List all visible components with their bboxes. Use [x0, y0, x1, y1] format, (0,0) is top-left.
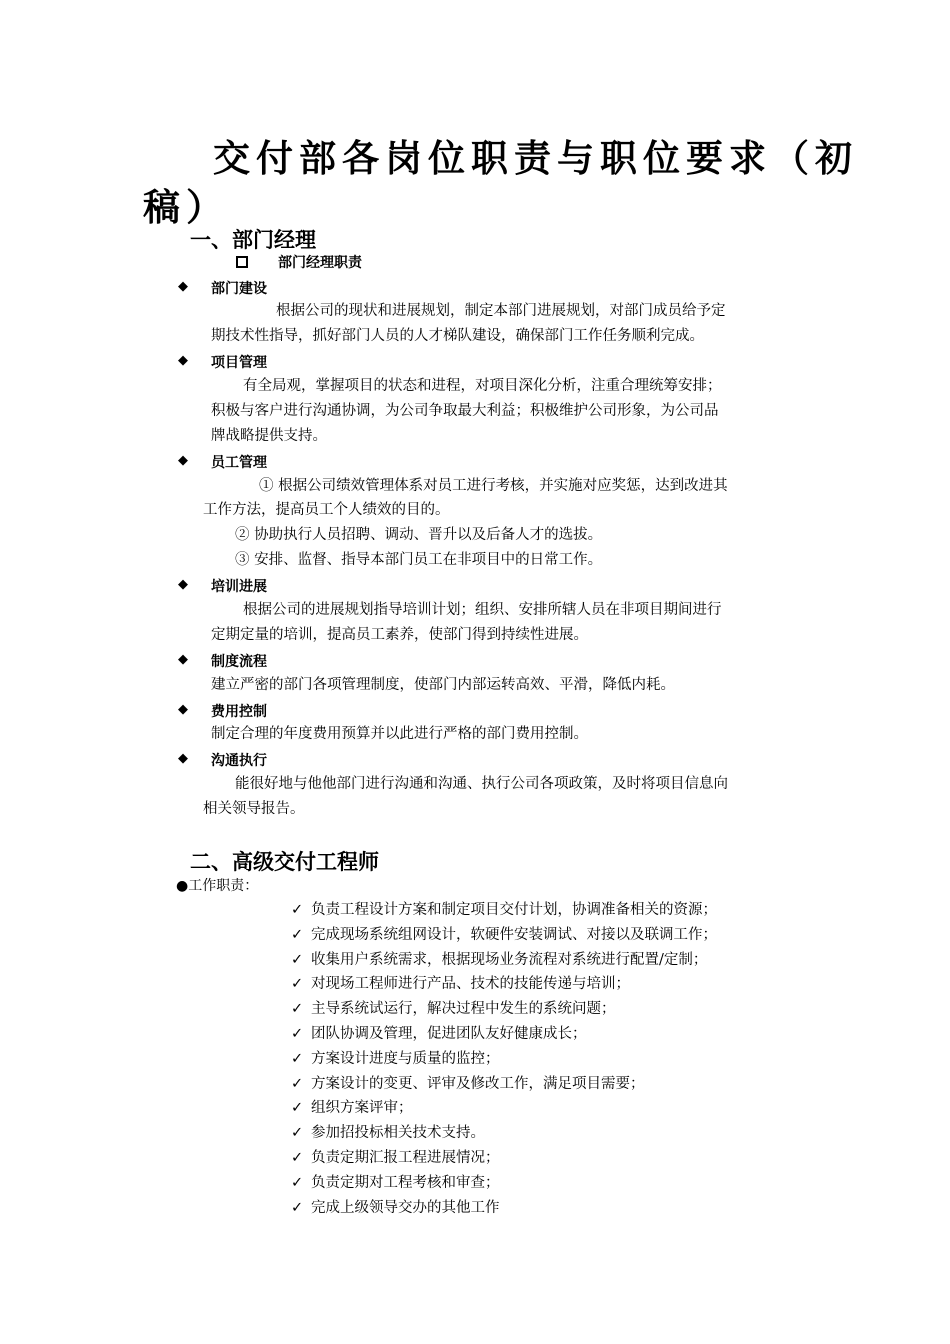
- item-text-line: 定期定量的培训，提高员工素养，使部门得到持续性进展。: [211, 627, 588, 643]
- checkmark-icon: ✓: [291, 1001, 304, 1018]
- duty-item: [291, 948, 707, 969]
- item-text-line: 根据公司的现状和进展规划，制定本部门进展规划，对部门成员给予定: [276, 303, 726, 319]
- checkmark-icon: ✓: [291, 976, 304, 993]
- duty-text: 负责定期对工程考核和审查；: [311, 1174, 500, 1191]
- item-label-process: 制度流程: [211, 654, 267, 670]
- duty-item: [291, 1022, 587, 1043]
- duty-text: 方案设计的变更、评审及修改工作，满足项目需要；: [311, 1075, 645, 1092]
- duty-text: 收集用户系统需求，根据现场业务流程对系统进行配置/定制；: [311, 951, 708, 968]
- duty-item: [291, 1121, 485, 1142]
- item-label-staff-mgmt: 员工管理: [211, 455, 267, 471]
- duty-text: 主导系统试运行，解决过程中发生的系统问题；: [311, 1001, 616, 1018]
- duty-text: 团队协调及管理，促进团队友好健康成长；: [311, 1026, 587, 1042]
- checkmark-icon: ✓: [291, 1174, 304, 1191]
- diamond-bullet-icon: ◆: [178, 702, 188, 717]
- item-text-line: ③ 安排、监督、指导本部门员工在非项目中的日常工作。: [235, 552, 603, 568]
- duty-text: 对现场工程师进行产品、技术的技能传递与培训；: [311, 976, 630, 993]
- diamond-bullet-icon: ◆: [178, 453, 188, 468]
- checkmark-icon: ✓: [291, 1026, 304, 1042]
- item-text-line: 期技术性指导，抓好部门人员的人才梯队建设，确保部门工作任务顺利完成。: [211, 328, 704, 344]
- checkmark-icon: ✓: [291, 951, 304, 968]
- duty-text: 组织方案评审；: [311, 1100, 413, 1117]
- item-label-training: 培训进展: [211, 579, 267, 595]
- duty-text: 方案设计进度与质量的监控；: [311, 1050, 500, 1067]
- item-label-project-mgmt: 项目管理: [211, 355, 267, 371]
- duty-text: 完成现场系统组网设计，软硬件安装调试、对接以及联调工作；: [311, 926, 717, 943]
- duty-item: [291, 1196, 500, 1217]
- item-text-line: 有全局观，掌握项目的状态和进程，对项目深化分析，注重合理统筹安排；: [243, 378, 722, 394]
- duty-item: [291, 997, 616, 1018]
- duty-text: 负责定期汇报工程进展情况；: [311, 1150, 500, 1166]
- section2-heading: 二、高级交付工程师: [190, 850, 379, 874]
- duty-text: 完成上级领导交办的其他工作: [311, 1199, 500, 1216]
- section1-heading: 一、部门经理: [190, 228, 316, 252]
- duty-item: [291, 1146, 500, 1167]
- duty-item: [291, 1171, 500, 1192]
- diamond-bullet-icon: ◆: [178, 751, 188, 766]
- item-label-communication: 沟通执行: [211, 753, 267, 769]
- duty-item: [291, 923, 717, 944]
- checkmark-icon: ✓: [291, 1199, 304, 1216]
- duty-text: 负责工程设计方案和制定项目交付计划，协调准备相关的资源；: [311, 902, 717, 918]
- checkmark-icon: ✓: [291, 902, 304, 918]
- document-title-line1: 交付部各岗位职责与职位要求（初: [213, 137, 858, 180]
- item-text-line: 建立严密的部门各项管理制度，使部门内部运转高效、平滑，降低内耗。: [211, 677, 675, 693]
- checkmark-icon: ✓: [291, 1050, 304, 1067]
- item-text-line: 根据公司的进展规划指导培训计划；组织、安排所辖人员在非项目期间进行: [243, 602, 722, 618]
- duty-item: [291, 972, 630, 993]
- item-text-line: 相关领导报告。: [203, 801, 305, 817]
- item-label-dept-building: 部门建设: [211, 281, 267, 297]
- item-text-line: 积极与客户进行沟通协调，为公司争取最大利益；积极维护公司形象，为公司品: [211, 403, 719, 419]
- section1-subheading: 部门经理职责: [278, 255, 362, 271]
- item-label-cost-control: 费用控制: [211, 704, 267, 720]
- item-text-line: 工作方法，提高员工个人绩效的目的。: [203, 502, 450, 518]
- checkmark-icon: ✓: [291, 1100, 304, 1117]
- duty-item: [291, 1047, 500, 1068]
- diamond-bullet-icon: ◆: [178, 279, 188, 294]
- duty-item: [291, 1096, 413, 1117]
- checkmark-icon: ✓: [291, 1125, 304, 1142]
- item-text-line: 牌战略提供支持。: [211, 428, 327, 444]
- diamond-bullet-icon: ◆: [178, 353, 188, 368]
- item-text-line: ② 协助执行人员招聘、调动、晋升以及后备人才的选拔。: [235, 527, 603, 543]
- item-text-line: 能很好地与他他部门进行沟通和沟通、执行公司各项政策，及时将项目信息向: [235, 776, 728, 792]
- checkmark-icon: ✓: [291, 926, 304, 943]
- checkmark-icon: ✓: [291, 1150, 304, 1166]
- item-text-line: 制定合理的年度费用预算并以此进行严格的部门费用控制。: [211, 726, 588, 742]
- duty-item: [291, 898, 717, 919]
- duty-item: [291, 1072, 645, 1093]
- item-text-line: ① 根据公司绩效管理体系对员工进行考核，并实施对应奖惩，达到改进其: [259, 478, 728, 494]
- document-title-line2: 稿）: [143, 186, 229, 229]
- square-bullet-icon: [236, 256, 248, 268]
- checkmark-icon: ✓: [291, 1075, 304, 1092]
- diamond-bullet-icon: ◆: [178, 652, 188, 667]
- duty-text: 参加招投标相关技术支持。: [311, 1125, 485, 1142]
- diamond-bullet-icon: ◆: [178, 577, 188, 592]
- duties-label: ●工作职责：: [176, 878, 259, 894]
